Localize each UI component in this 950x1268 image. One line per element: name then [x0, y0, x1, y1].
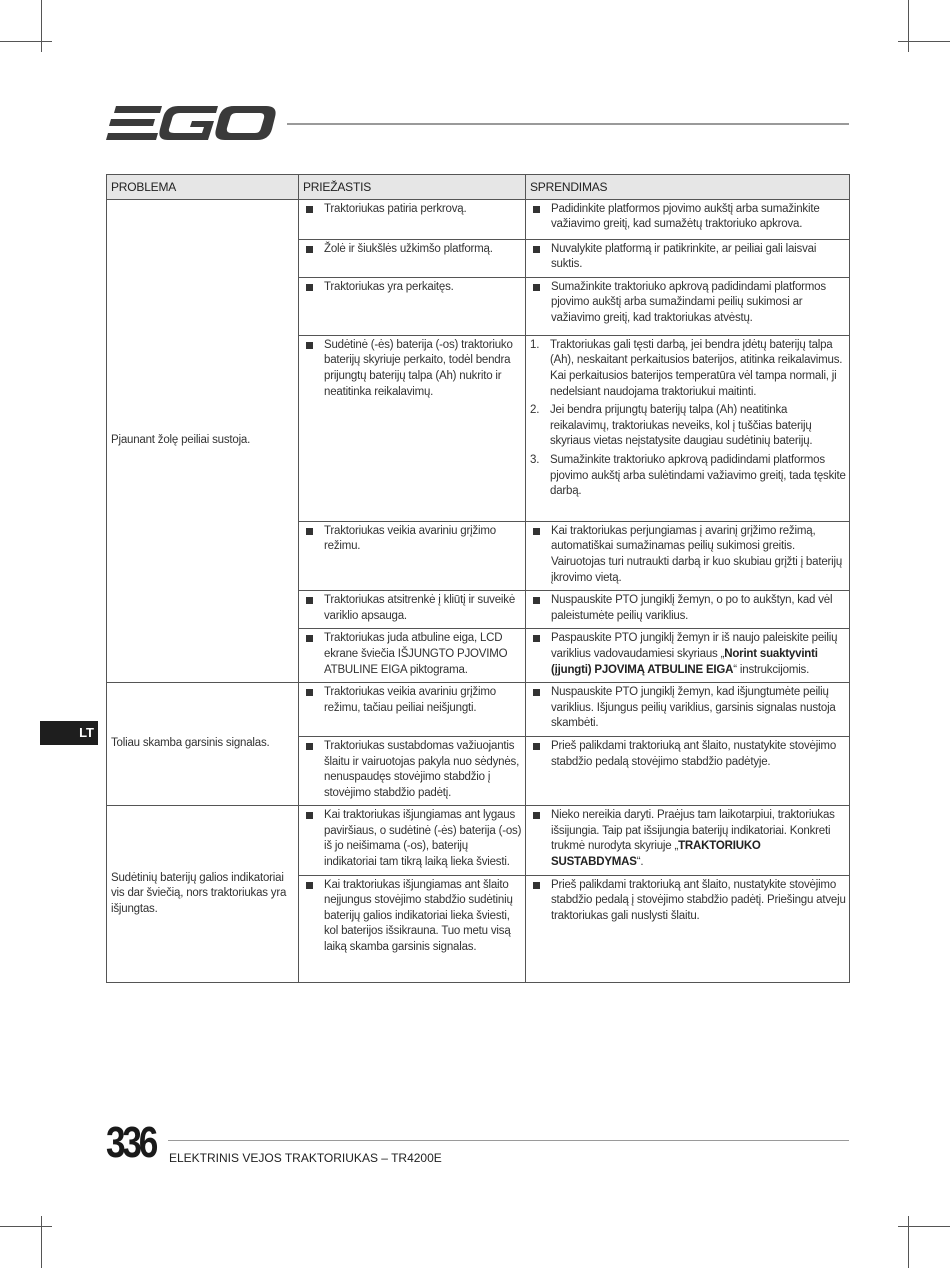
section-reference: TRAKTORIUKO SUSTABDYMAS	[551, 840, 761, 869]
cause-text: Traktoriukas yra perkaitęs.	[324, 280, 454, 293]
cause-text: Traktoriukas juda atbuline eiga, LCD ekrane šviečia IŠJUNGTO PJOVIMO ATBULINE EIGA piktograma.	[324, 632, 508, 676]
bullet-icon	[533, 743, 540, 750]
solution-cell	[526, 335, 850, 521]
page-number: 336	[106, 1118, 156, 1167]
crop-mark	[898, 1226, 950, 1227]
crop-mark	[41, 0, 42, 52]
solution-text	[551, 631, 846, 678]
cause-text: Traktoriukas veikia avariniu grįžimo režimu, tačiau peiliai neišjungti.	[324, 686, 496, 714]
step-number: 2.	[530, 404, 540, 417]
table-row	[107, 199, 850, 239]
bullet-icon	[306, 743, 313, 750]
crop-mark	[908, 0, 909, 52]
cause-text: Traktoriukas atsitrenkė į kliūtį ir suveikė variklio apsauga.	[324, 594, 516, 622]
bullet-icon	[306, 206, 313, 213]
step-number: 1.	[530, 338, 540, 351]
step-text: Traktoriukas gali tęsti darbą, jei bendra įdėtų baterijų talpa (Ah), neskaitant perkaitusios baterijos, atitinka reikalavimus. Kai perkaitusios baterijos temperatūra vėl tampa normali, ji nedelsiant naudojama traktoriukui maitinti.	[550, 338, 843, 398]
cause-text: Kai traktoriukas išjungiamas ant lygaus paviršiaus, o sudėtinė (-ės) baterija (-os) iš jo neišimama (-os), baterijų indikatoriai tam tikrą laiką lieka šviesti.	[324, 809, 522, 869]
bullet-icon	[533, 284, 540, 291]
crop-mark	[0, 1226, 52, 1227]
solution-text: Nuvalykite platformą ir patikrinkite, ar peiliai gali laisvai suktis.	[551, 242, 817, 271]
numbered-step	[529, 338, 846, 400]
solution-text: Nuspauskite PTO jungiklį žemyn, kad išjungtumėte peilių variklius. Išjungus peilių variklius, garsinis signalas nustoja skambėti.	[551, 686, 836, 730]
step-number: 3.	[530, 453, 540, 466]
header-solution: SPRENDIMAS	[526, 175, 850, 200]
problem-cell: Pjaunant žolę peiliai sustoja.	[107, 199, 299, 683]
solution-cell	[526, 875, 850, 982]
cause-text: Kai traktoriukas išjungiamas ant šlaito neįjungus stovėjimo stabdžio sudėtinių baterijų galios indikatoriai lieka šviesti, kol baterijos išsikrauna. Tuo metu visą laiką skamba garsinis signalas.	[324, 878, 513, 954]
solution-cell	[526, 239, 850, 277]
cause-cell	[299, 806, 526, 875]
bullet-icon	[533, 689, 540, 696]
bullet-icon	[533, 635, 540, 642]
cause-cell	[299, 277, 526, 335]
solution-text-part: “.	[636, 856, 644, 869]
footer-rule	[168, 1140, 849, 1141]
bullet-icon	[306, 597, 313, 604]
bullet-icon	[306, 689, 313, 696]
table-row	[107, 683, 850, 737]
cause-cell	[299, 683, 526, 737]
solution-cell	[526, 591, 850, 629]
language-tab: LT	[40, 721, 98, 745]
header-rule	[287, 123, 849, 125]
problem-cell: Sudėtinių baterijų galios indikatoriai vis dar šviečią, nors traktoriukas yra išjungtas.	[107, 806, 299, 982]
bullet-icon	[306, 635, 313, 642]
solution-text: Padidinkite platformos pjovimo aukštį arba sumažinkite važiavimo greitį, kad sumažėtų traktoriuko apkrova.	[551, 202, 820, 231]
cause-cell	[299, 591, 526, 629]
bullet-icon	[533, 206, 540, 213]
cause-cell	[299, 736, 526, 805]
crop-mark	[41, 1216, 42, 1268]
solution-cell	[526, 521, 850, 590]
solution-cell	[526, 199, 850, 239]
crop-mark	[0, 41, 52, 42]
ego-logo	[106, 102, 278, 144]
table-header-row	[107, 175, 850, 200]
bullet-icon	[533, 528, 540, 535]
cause-text: Traktoriukas patiria perkrovą.	[324, 202, 467, 215]
bullet-icon	[306, 246, 313, 253]
bullet-icon	[306, 342, 313, 349]
numbered-step	[529, 403, 846, 450]
cause-cell	[299, 199, 526, 239]
table-row	[107, 806, 850, 875]
cause-cell	[299, 239, 526, 277]
section-reference: Norint suaktyvinti (įjungti) PJOVIMĄ ATBULINE EIGA	[551, 647, 818, 676]
solution-cell	[526, 277, 850, 335]
cause-text: Traktoriukas sustabdomas važiuojantis šlaitu ir vairuotojas pakyla nuo sėdynės, nenuspaudęs stovėjimo stabdžio į stovėjimo stabdžio padėtį.	[324, 739, 520, 799]
problem-cell: Toliau skamba garsinis signalas.	[107, 683, 299, 806]
solution-text-part: “ instrukcijomis.	[733, 663, 810, 676]
footer-title: ELEKTRINIS VEJOS TRAKTORIUKAS – TR4200E	[169, 1151, 442, 1165]
troubleshooting-table	[106, 174, 850, 983]
cause-cell	[299, 521, 526, 590]
header-cause: PRIEŽASTIS	[299, 175, 526, 200]
bullet-icon	[306, 528, 313, 535]
cause-text: Sudėtinė (-ės) baterija (-os) traktoriuko baterijų skyriuje perkaito, todėl bendra prijungtų baterijų talpa (Ah) nukrito ir neatitinka reikalavimų.	[324, 338, 513, 398]
cause-text: Žolė ir šiukšlės užkimšo platformą.	[324, 242, 493, 255]
crop-mark	[908, 1216, 909, 1268]
step-text: Jei bendra prijungtų baterijų talpa (Ah) neatitinka reikalavimų, traktoriukas neveiks, kol į tuščias baterijų skyriaus vietas neįstatysite daugiau sudėtinių baterijų.	[550, 404, 813, 448]
step-text: Sumažinkite traktoriuko apkrovą padidindami platformos pjovimo aukštį arba sulėtindami važiavimo greitį, tada tęskite darbą.	[550, 453, 846, 498]
bullet-icon	[533, 882, 540, 889]
solution-text: Kai traktoriukas perjungiamas į avarinį grįžimo režimą, automatiškai sumažinamas peilių sukimosi greitis. Vairuotojas turi nutraukti darbą ir kuo skubiau grįžti į baterijų įkrovimo vietą.	[551, 524, 843, 584]
bullet-icon	[306, 882, 313, 889]
solution-text: Prieš palikdami traktoriuką ant šlaito, nustatykite stovėjimo stabdžio pedalą į stovėjimo stabdžio padėtį. Priešingu atveju traktoriukas gali nuslysti šlaitu.	[551, 878, 846, 922]
solution-text-part: Paspauskite PTO jungiklį žemyn ir iš naujo paleiskite peilių variklius vadovaudamiesi skyriaus „	[551, 632, 838, 660]
bullet-icon	[306, 812, 313, 819]
bullet-icon	[306, 284, 313, 291]
cause-text: Traktoriukas veikia avariniu grįžimo režimu.	[324, 524, 496, 553]
crop-mark	[898, 41, 950, 42]
solution-text: Prieš palikdami traktoriuką ant šlaito, nustatykite stovėjimo stabdžio pedalą stovėjimo stabdžio padėtyje.	[551, 739, 837, 768]
cause-cell	[299, 875, 526, 982]
solution-text: Nuspauskite PTO jungiklį žemyn, o po to aukštyn, kad vėl paleistumėte peilių variklius.	[551, 594, 833, 622]
solution-text-part: Nieko nereikia daryti. Praėjus tam laikotarpiui, traktoriukas išsijungia. Taip pat išsijungia baterijų indikatoriai. Konkreti trukmė nurodyta skyriuje „	[551, 809, 835, 853]
bullet-icon	[533, 246, 540, 253]
solution-cell	[526, 629, 850, 683]
solution-text: Sumažinkite traktoriuko apkrovą padidindami platformos pjovimo aukštį arba sumažindami peilių sukimosi ar važiavimo greitį, kad traktoriukas atvėstų.	[551, 280, 826, 324]
header-problem: PROBLEMA	[107, 175, 299, 200]
solution-cell	[526, 683, 850, 737]
solution-cell	[526, 736, 850, 805]
numbered-step	[529, 453, 846, 500]
cause-cell	[299, 335, 526, 521]
bullet-icon	[533, 812, 540, 819]
bullet-icon	[533, 597, 540, 604]
cause-cell	[299, 629, 526, 683]
solution-cell	[526, 806, 850, 875]
solution-text	[551, 808, 846, 870]
